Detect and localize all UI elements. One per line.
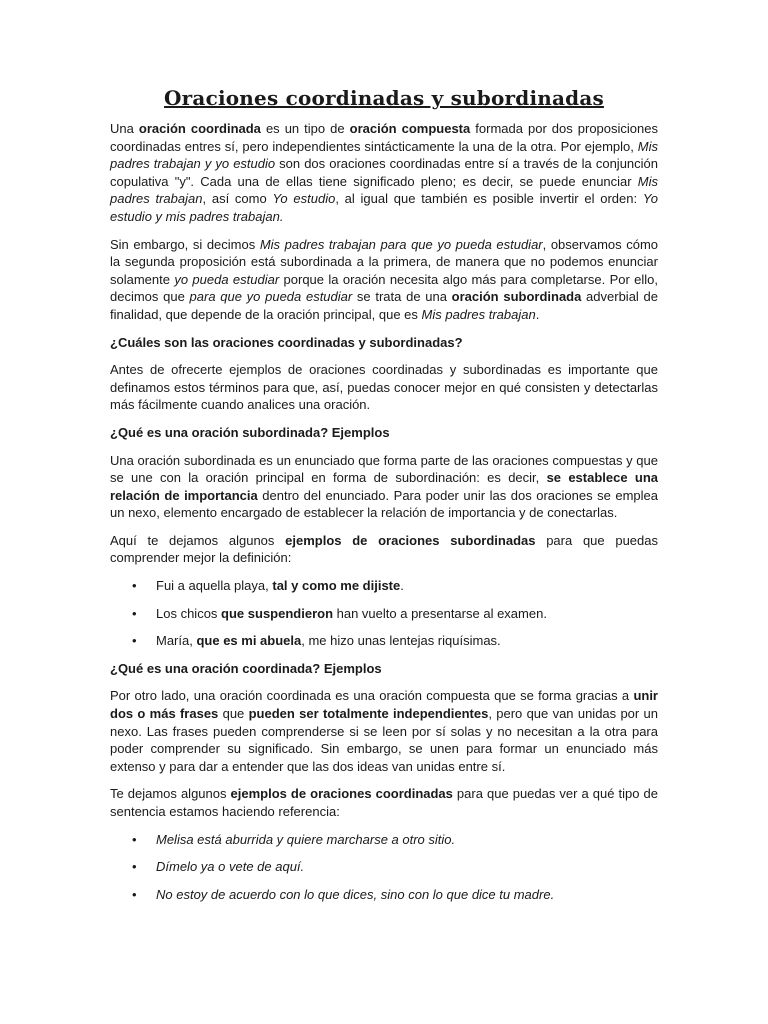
- text-run: porque la oración necesita algo más para completarse. Por ello, decimos que: [110, 271, 659, 305]
- text-run: Sin embargo, si decimos: [110, 236, 260, 252]
- bold-text: tal y como me dijiste: [272, 578, 401, 594]
- text-run: , al igual que también es posible invertir el orden:: [335, 191, 643, 207]
- list-item: [110, 577, 658, 595]
- bullet-icon: •: [132, 859, 137, 875]
- section-heading-coordinate: ¿Qué es una oración coordinada? Ejemplos: [110, 660, 382, 676]
- bold-text: pueden ser totalmente independientes: [248, 706, 489, 722]
- text-run: para que puedas ver a qué tipo de sentencia estamos haciendo referencia:: [110, 786, 658, 819]
- italic-text: Mis padres trabajan: [421, 306, 536, 322]
- text-run: .: [535, 306, 540, 322]
- text-run: .: [400, 578, 404, 594]
- document-title: Oraciones coordinadas y subordinadas: [164, 86, 604, 110]
- italic-text: Yo estudio: [272, 191, 336, 207]
- coordinate-examples-list: [110, 831, 658, 904]
- italic-text: yo pueda estudiar: [174, 271, 280, 287]
- bullet-icon: •: [132, 578, 137, 594]
- bold-text: oración compuesta: [349, 121, 471, 136]
- bullet-icon: •: [132, 886, 137, 902]
- text-run: Una oración subordinada es un enunciado que forma parte de las oraciones compuestas y que se une con la oración principal en forma de subordinación: es decir,: [110, 452, 658, 486]
- text-run: Aquí te dejamos algunos: [110, 532, 286, 548]
- text-run: , así como: [202, 191, 273, 207]
- list-item: [110, 831, 658, 849]
- italic-text: Mis padres trabajan para que yo pueda estudiar: [259, 236, 543, 252]
- text-run: , pero que van unidas por un nexo. Las frases pueden comprenderse si se leen por sí solas y no necesitan a la otra para poder comprender su significado. Sin embargo, se unen para formar un enunciado más extenso y para dar a entender que las dos ideas van unidas entre sí.: [110, 706, 659, 774]
- bold-text: que es mi abuela: [196, 633, 302, 649]
- paragraph-subordinate-examples-intro: [110, 532, 658, 567]
- text-run: dentro del enunciado. Para poder unir las dos oraciones se emplea un nexo, elemento encargado de establecer la relación de importancia y de conectarlas.: [110, 487, 658, 521]
- text-run: adverbial de finalidad, que depende de la oración principal, que es: [110, 289, 658, 322]
- italic-text: para que yo pueda estudiar: [189, 289, 353, 305]
- text-run: , me hizo unas lentejas riquísimas.: [301, 633, 501, 649]
- subordinate-examples-list: [110, 577, 658, 650]
- text-run: Fui a aquella playa,: [156, 578, 273, 594]
- section-heading-subordinate: ¿Qué es una oración subordinada? Ejemplos: [110, 424, 390, 440]
- italic-text: Mis padres trabajan y yo estudio: [110, 138, 658, 172]
- bold-text: ejemplos de oraciones coordinadas: [230, 786, 453, 802]
- paragraph-subordinate-definition: [110, 452, 658, 522]
- italic-text: No estoy de acuerdo con lo que dices, sino con lo que dice tu madre.: [156, 886, 555, 902]
- italic-text: Mis padres trabajan: [110, 173, 658, 207]
- text-run: que: [218, 706, 249, 722]
- text-run: formada por dos proposiciones coordinadas entres sí, pero independientes sintácticamente la una de la otra. Por ejemplo,: [110, 121, 658, 154]
- bullet-icon: •: [132, 831, 137, 847]
- text-run: Una: [110, 121, 139, 136]
- list-item: [110, 632, 658, 650]
- list-item: [110, 858, 658, 876]
- list-item: [110, 605, 658, 623]
- bold-text: oración subordinada: [451, 289, 582, 305]
- bold-text: oración coordinada: [138, 121, 261, 136]
- bullet-icon: •: [132, 633, 137, 649]
- text-run: , observamos cómo la segunda proposición está subordinada a la primera, de manera que no podemos enunciar solamente: [110, 236, 659, 287]
- text-run: María,: [156, 633, 197, 649]
- italic-text: Melisa está aburrida y quiere marcharse a otro sitio.: [156, 831, 456, 847]
- bold-text: se establece una relación de importancia: [110, 470, 658, 503]
- text-run: es un tipo de: [260, 121, 350, 136]
- paragraph-coordinate-definition: [110, 687, 658, 775]
- section-heading-which: ¿Cuáles son las oraciones coordinadas y subordinadas?: [110, 334, 463, 350]
- bullet-icon: •: [132, 605, 137, 621]
- paragraph-coordinate-examples-intro: [110, 785, 658, 820]
- paragraph-subordinate-example: [110, 236, 658, 324]
- bold-text: unir dos o más frases: [110, 688, 658, 722]
- list-item: [110, 886, 658, 904]
- paragraph-intro: [110, 120, 658, 226]
- text-run: se trata de una: [352, 289, 452, 305]
- text-run: Te dejamos algunos: [110, 786, 231, 802]
- italic-text: Dímelo ya o vete de aquí.: [156, 859, 305, 875]
- text-run: Antes de ofrecerte ejemplos de oraciones coordinadas y subordinadas es importante que definamos estos términos para que, así, puedas conocer mejor en qué consisten y detectarlas más fácilmente cuando analices una oración.: [110, 362, 658, 413]
- text-run: para que puedas comprender mejor la definición:: [110, 532, 658, 566]
- italic-text: Yo estudio y mis padres trabajan.: [110, 191, 659, 224]
- paragraph-definitions: [110, 361, 658, 414]
- text-run: son dos oraciones coordinadas entre sí a través de la conjunción copulativa "y". Cada una de ellas tiene significado pleno; es decir, se puede enunciar: [110, 156, 659, 189]
- text-run: Los chicos: [156, 605, 222, 621]
- text-run: han vuelto a presentarse al examen.: [333, 605, 547, 621]
- bold-text: ejemplos de oraciones subordinadas: [285, 532, 536, 548]
- text-run: Por otro lado, una oración coordinada es una oración compuesta que se forma gracias a: [110, 688, 634, 704]
- bold-text: que suspendieron: [221, 605, 334, 621]
